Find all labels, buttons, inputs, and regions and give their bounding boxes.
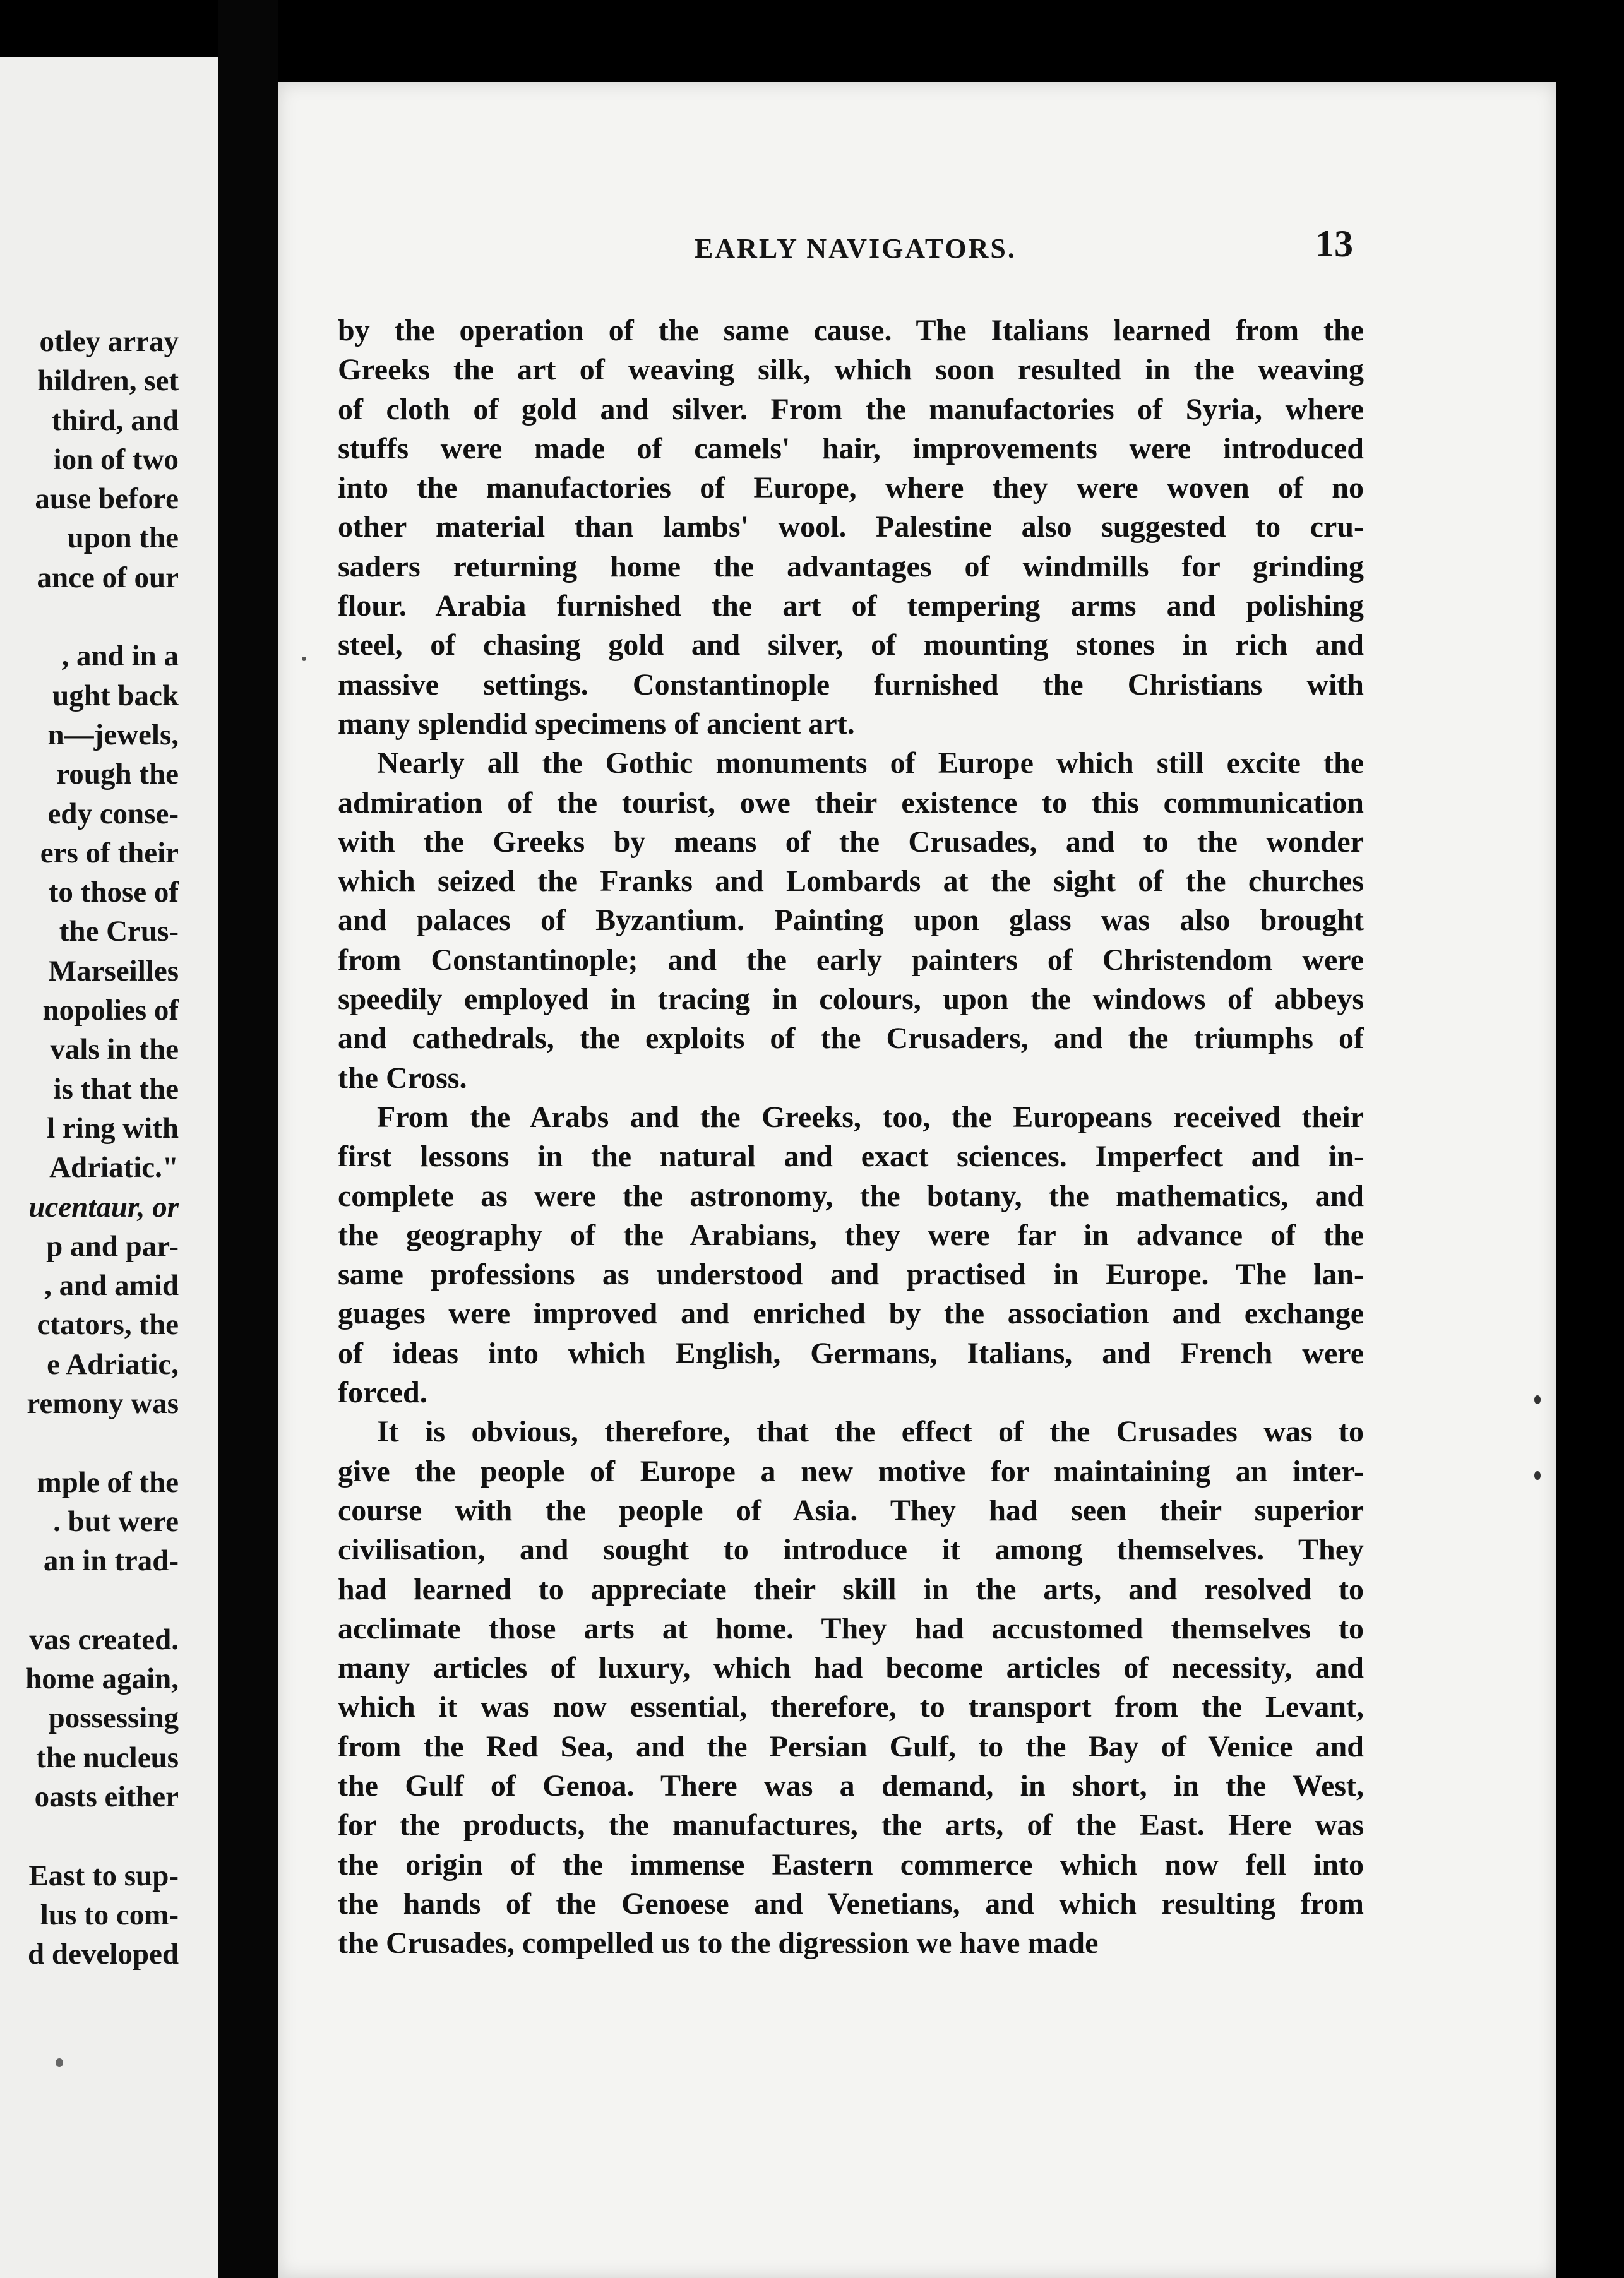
- text-line: It is obvious, therefore, that the effect of the Crusades was to: [377, 1415, 1364, 1449]
- left-page-line: an in trad-: [43, 1544, 179, 1578]
- text-line: guages were improved and enriched by the association and exchange: [338, 1297, 1364, 1331]
- text-line: with the Greeks by means of the Crusades, and to the wonder: [338, 825, 1364, 859]
- body-text: [338, 311, 1364, 1963]
- left-page-fragment: [0, 57, 218, 2278]
- left-page-line: ught back: [52, 679, 179, 712]
- left-page-line: ucentaur, or: [28, 1190, 179, 1224]
- text-line: speedily employed in tracing in colours, upon the windows of abbeys: [338, 982, 1364, 1017]
- text-line: saders returning home the advantages of windmills for grinding: [338, 549, 1364, 583]
- text-line: stuffs were made of camels' hair, improvements were introduced: [338, 431, 1364, 465]
- left-page-line: rough the: [56, 758, 179, 791]
- text-line: forced.: [338, 1376, 427, 1410]
- left-page-line: e Adriatic,: [47, 1347, 179, 1381]
- text-line: massive settings. Constantinople furnished the Christians with: [338, 667, 1364, 701]
- book-gutter: [218, 0, 278, 2278]
- text-line: first lessons in the natural and exact sciences. Imperfect and in-: [338, 1140, 1364, 1174]
- left-page-line: is that the: [53, 1072, 179, 1106]
- text-line: the origin of the immense Eastern commerce which now fell into: [338, 1847, 1364, 1881]
- left-page-line: nopolies of: [42, 994, 179, 1027]
- left-page-line: possessing: [48, 1702, 179, 1735]
- left-page-line: vas created.: [29, 1623, 179, 1656]
- text-line: give the people of Europe a new motive for maintaining an inter-: [338, 1454, 1364, 1488]
- text-line: other material than lambs' wool. Palestine also suggested to cru-: [338, 510, 1364, 544]
- left-page-line: ause before: [35, 482, 179, 516]
- right-page: [278, 82, 1556, 2278]
- left-page-line: upon the: [67, 522, 179, 555]
- text-line: civilisation, and sought to introduce it among themselves. They: [338, 1533, 1364, 1567]
- text-line: by the operation of the same cause. The Italians learned from the: [338, 314, 1364, 347]
- left-page-line: p and par-: [46, 1229, 179, 1263]
- left-page-line: oasts either: [34, 1780, 179, 1813]
- left-page-line: [25, 597, 179, 636]
- text-line: which seized the Franks and Lombards at the sight of the churches: [338, 864, 1364, 898]
- text-line: which it was now essential, therefore, to transport from the Levant,: [338, 1690, 1364, 1724]
- ink-speck: [56, 2058, 63, 2067]
- left-page-line: n—jewels,: [47, 718, 179, 751]
- left-page-line: , and in a: [61, 640, 179, 673]
- text-line: Greeks the art of weaving silk, which soon resulted in the weaving: [338, 353, 1364, 387]
- left-page-line: home again,: [25, 1662, 179, 1696]
- left-page-line: mple of the: [37, 1465, 179, 1499]
- text-line: the hands of the Genoese and Venetians, and which resulting from: [338, 1887, 1364, 1921]
- text-line: the geography of the Arabians, they were far in advance of the: [338, 1218, 1364, 1252]
- ink-speck: [1534, 1395, 1541, 1404]
- ink-speck: [302, 657, 306, 661]
- text-line: steel, of chasing gold and silver, of mounting stones in rich and: [338, 628, 1364, 662]
- text-line: From the Arabs and the Greeks, too, the Europeans received their: [377, 1100, 1364, 1134]
- left-page-line: third, and: [51, 403, 179, 437]
- text-line: had learned to appreciate their skill in the arts, and resolved to: [338, 1572, 1364, 1606]
- text-line: admiration of the tourist, owe their existence to this communication: [338, 785, 1364, 820]
- left-page-line: otley array: [39, 325, 179, 358]
- left-page-line: ers of their: [40, 836, 179, 869]
- left-page-line: l ring with: [47, 1111, 179, 1145]
- left-page-line: hildren, set: [37, 364, 179, 398]
- text-line: from Constantinople; and the early painters of Christendom were: [338, 943, 1364, 977]
- left-page-line: ion of two: [53, 443, 179, 476]
- paragraph: [338, 1098, 1364, 1412]
- paragraph: [338, 311, 1364, 744]
- text-line: acclimate those arts at home. They had accustomed themselves to: [338, 1611, 1364, 1645]
- left-page-line: , and amid: [44, 1269, 179, 1303]
- text-line: for the products, the manufactures, the arts, of the East. Here was: [338, 1808, 1364, 1842]
- left-page-line: . but were: [53, 1505, 179, 1538]
- text-line: into the manufactories of Europe, where they were woven of no: [338, 471, 1364, 505]
- left-page-line: remony was: [27, 1387, 179, 1421]
- left-page-line: Adriatic.": [49, 1151, 179, 1184]
- text-line: many splendid specimens of ancient art.: [338, 707, 855, 741]
- text-line: Nearly all the Gothic monuments of Europe which still excite the: [377, 746, 1364, 780]
- left-page-line: Marseilles: [48, 954, 179, 987]
- left-page-line: [25, 1581, 179, 1620]
- left-page-line: vals in the: [50, 1033, 179, 1066]
- text-line: flour. Arabia furnished the art of tempering arms and polishing: [338, 589, 1364, 623]
- running-head: EARLY NAVIGATORS.: [695, 233, 1017, 264]
- left-page-line: edy conse-: [47, 797, 179, 830]
- left-page-line: East to sup-: [28, 1859, 179, 1892]
- text-line: of ideas into which English, Germans, Italians, and French were: [338, 1336, 1364, 1370]
- page-number: 13: [1315, 223, 1353, 265]
- text-line: the Crusades, compelled us to the digression we have made: [338, 1926, 1099, 1960]
- paragraph: [338, 744, 1364, 1098]
- left-page-line: d developed: [28, 1938, 179, 1971]
- left-page-line: [25, 1816, 179, 1856]
- text-line: the Cross.: [338, 1061, 467, 1095]
- left-page-text: [25, 322, 179, 1974]
- left-page-line: ctators, the: [37, 1308, 179, 1342]
- text-line: complete as were the astronomy, the botany, the mathematics, and: [338, 1179, 1364, 1213]
- left-page-line: the Crus-: [59, 915, 179, 948]
- left-page-line: to those of: [48, 876, 179, 909]
- text-line: of cloth of gold and silver. From the manufactories of Syria, where: [338, 392, 1364, 426]
- paragraph: [338, 1412, 1364, 1963]
- left-page-line: lus to com-: [40, 1898, 179, 1931]
- ink-speck: [1534, 1471, 1541, 1480]
- text-line: and cathedrals, the exploits of the Crusaders, and the triumphs of: [338, 1022, 1364, 1056]
- left-page-line: [25, 1423, 179, 1462]
- text-line: course with the people of Asia. They had seen their superior: [338, 1493, 1364, 1527]
- text-line: the Gulf of Genoa. There was a demand, in short, in the West,: [338, 1768, 1364, 1803]
- text-line: from the Red Sea, and the Persian Gulf, to the Bay of Venice and: [338, 1729, 1364, 1763]
- text-line: many articles of luxury, which had become articles of necessity, and: [338, 1651, 1364, 1685]
- left-page-line: ance of our: [37, 561, 179, 594]
- text-line: same professions as understood and practised in Europe. The lan-: [338, 1258, 1364, 1292]
- text-line: and palaces of Byzantium. Painting upon glass was also brought: [338, 903, 1364, 938]
- left-page-line: the nucleus: [36, 1741, 179, 1774]
